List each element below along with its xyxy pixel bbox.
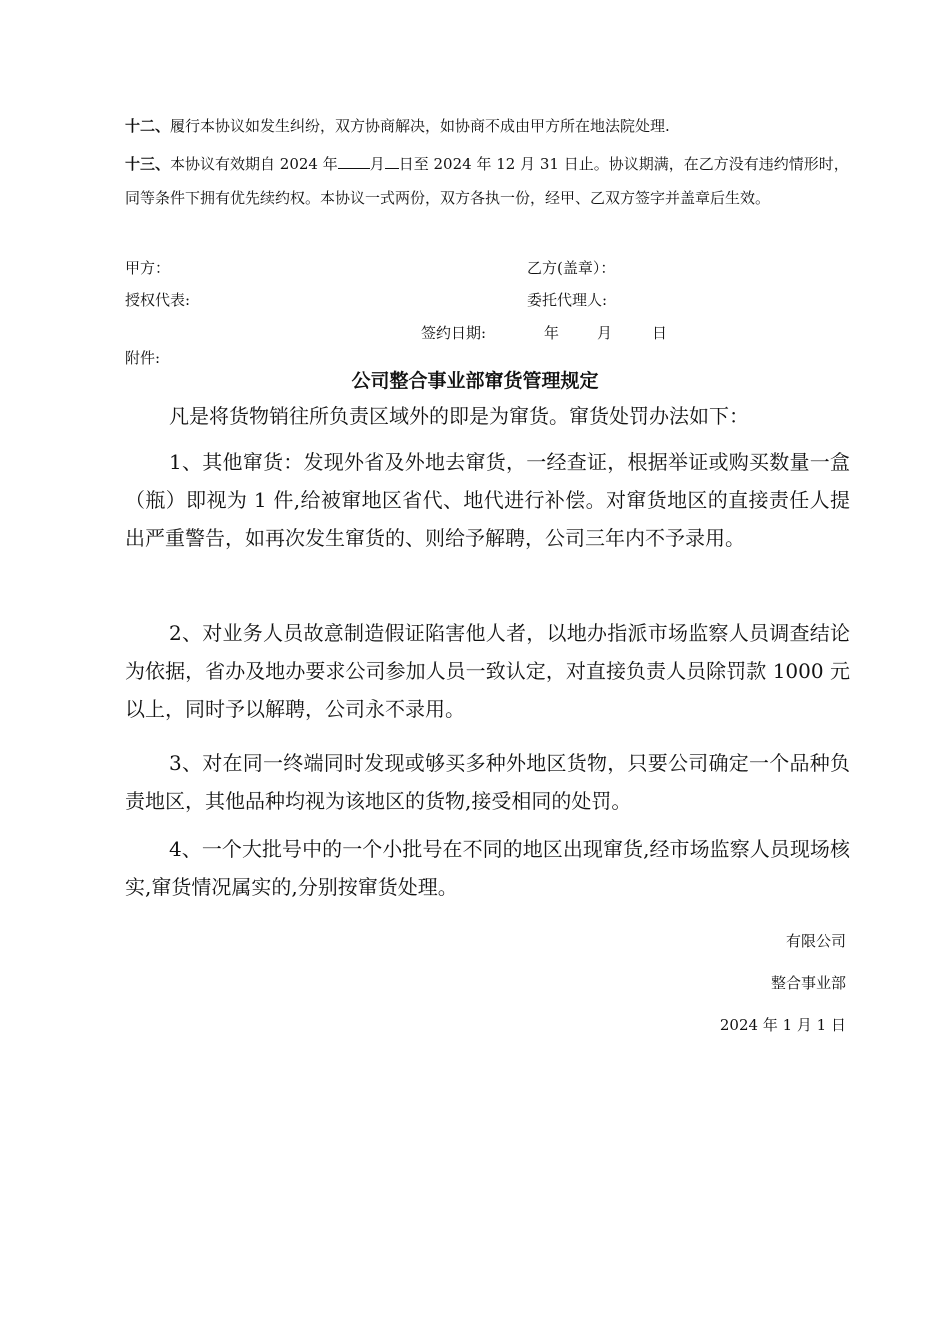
sign-date-label: 签约日期: [421, 324, 487, 342]
attachment-label: 附件: [125, 349, 161, 367]
authorized-rep-label: 授权代表: [125, 291, 191, 309]
regulation-intro: 凡是将货物销往所负责区域外的即是为窜货。窜货处罚办法如下： [169, 404, 749, 428]
party-a-label: 甲方： [125, 259, 171, 277]
day-blank [385, 150, 399, 169]
clause-text-part: 日至 2024 年 12 月 31 日止。协议期满，在乙方没有违约情形时，同等条件下拥有优先续约权。本协议一式两份，双方各执一份，经甲、乙双方签字并盖章后生效。 [125, 155, 849, 207]
regulation-item-2: 2、对业务人员故意制造假证陷害他人者，以地办指派市场监察人员调查结论为依据，省办及地办要求公司参加人员一致认定，对直接负责人员除罚款 1000 元以上，同时予以解聘，公司永不录用。 [125, 621, 850, 721]
company-name: 有限公司 [785, 932, 846, 950]
regulation-item-1: 1、其他窜货：发现外省及外地去窜货，一经查证，根据举证或购买数量一盒（瓶）即视为 1 件,给被窜地区省代、地代进行补偿。对窜货地区的直接责任人提出严重警告，如再次发生窜货的、则给予解聘，公司三年内不予录用。 [125, 450, 850, 550]
clause-12 [125, 109, 850, 143]
clause-number: 十三、 [125, 155, 171, 173]
regulation-item-4: 4、一个大批号中的一个小批号在不同的地区出现窜货,经市场监察人员现场核实,窜货情况属实的,分别按窜货处理。 [125, 837, 850, 899]
clause-number: 十二、 [125, 117, 171, 135]
sign-date-day: 日 [652, 324, 668, 342]
clause-text-part: 月 [369, 155, 385, 173]
issue-date: 2024 年 1 月 1 日 [719, 1016, 846, 1034]
clause-text-part: 本协议有效期自 2024 年 [170, 155, 338, 173]
clause-13 [125, 147, 850, 215]
clause-text: 履行本协议如发生纠纷，双方协商解决，如协商不成由甲方所在地法院处理. [170, 117, 670, 135]
sign-date-month: 月 [597, 324, 613, 342]
department-name: 整合事业部 [770, 974, 846, 992]
regulation-item-3: 3、对在同一终端同时发现或够买多种外地区货物，只要公司确定一个品种负责地区，其他品种均视为该地区的货物,接受相同的处罚。 [125, 751, 850, 813]
month-blank [338, 150, 370, 169]
sign-date-year: 年 [544, 324, 560, 342]
entrusted-agent-label: 委托代理人: [527, 291, 608, 309]
party-b-label: 乙方(盖章）： [527, 259, 616, 277]
regulation-title: 公司整合事业部窜货管理规定 [351, 370, 599, 392]
